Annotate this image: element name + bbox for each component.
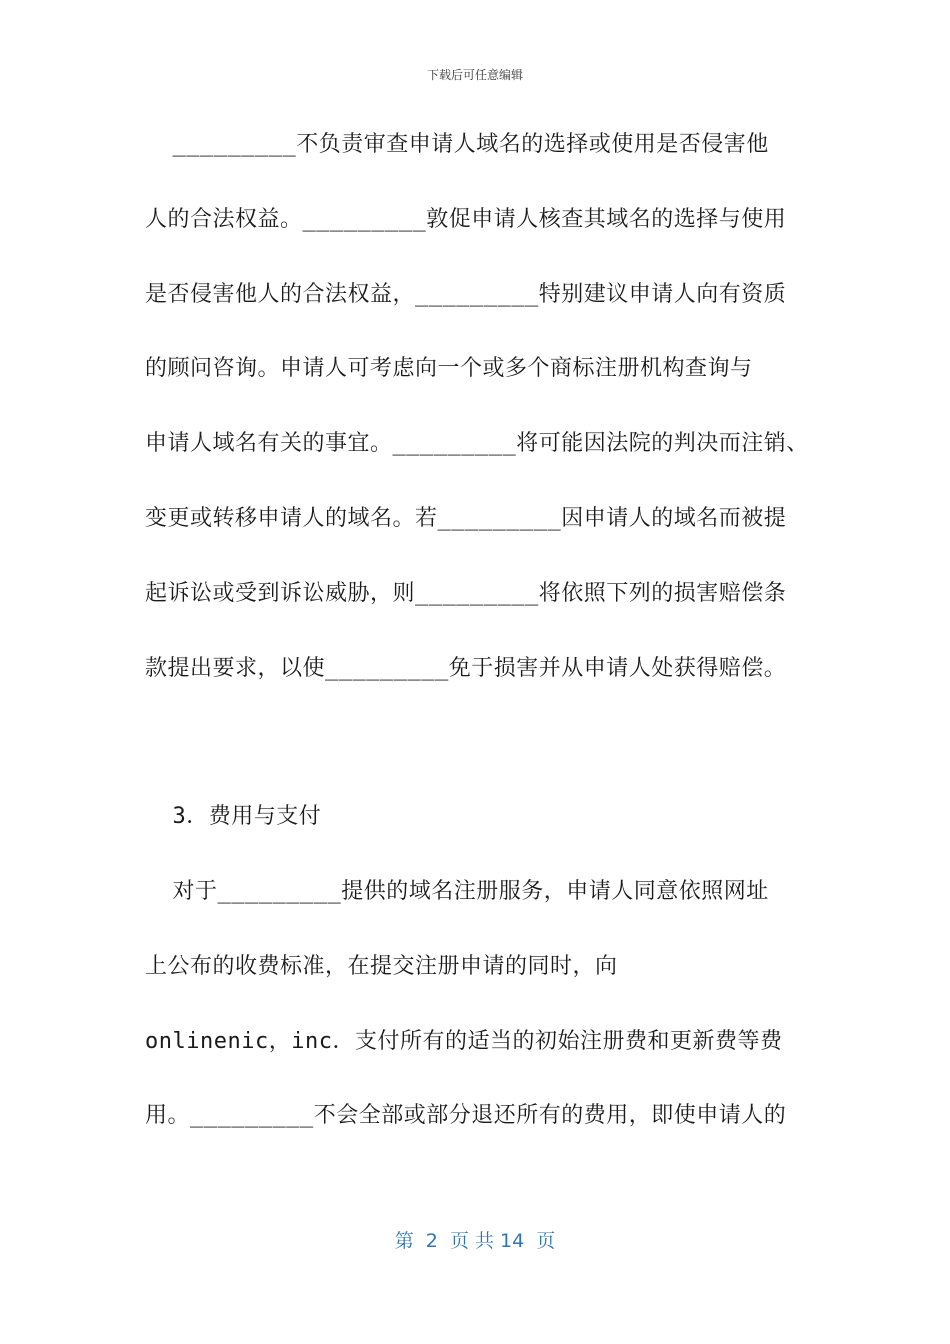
page-header: 下载后可任意编辑 xyxy=(426,68,523,82)
section-heading: 3．费用与支付 xyxy=(145,804,322,829)
body-line: 对于_________提供的域名注册服务，申请人同意依照网址 xyxy=(145,879,769,904)
body-line: 是否侵害他人的合法权益，_________特别建议申请人向有资质 xyxy=(145,282,787,307)
body-line: 变更或转移申请人的域名。若_________因申请人的域名而被提 xyxy=(145,506,787,531)
body-line: 起诉讼或受到诉讼威胁，则_________将依照下列的损害赔偿条 xyxy=(145,581,787,606)
body-line: 款提出要求，以使_________免于损害并从申请人处获得赔偿。 xyxy=(145,656,787,681)
body-line: 申请人域名有关的事宜。_________将可能因法院的判决而注销、 xyxy=(145,431,809,456)
body-line: 用。_________不会全部或部分退还所有的费用，即使申请人的 xyxy=(145,1103,787,1128)
page-footer: 第 2 页 共 14 页 xyxy=(394,1230,556,1252)
body-line: _________不负责审查申请人域名的选择或使用是否侵害他 xyxy=(145,132,769,157)
body-line: 人的合法权益。_________敦促申请人核查其域名的选择与使用 xyxy=(145,207,787,232)
body-line: 的顾问咨询。申请人可考虑向一个或多个商标注册机构查询与 xyxy=(145,356,753,381)
body-line: 上公布的收费标准，在提交注册申请的同时，向 xyxy=(145,954,618,979)
body-line: onlinenic，inc．支付所有的适当的初始注册费和更新费等费 xyxy=(145,1029,783,1054)
